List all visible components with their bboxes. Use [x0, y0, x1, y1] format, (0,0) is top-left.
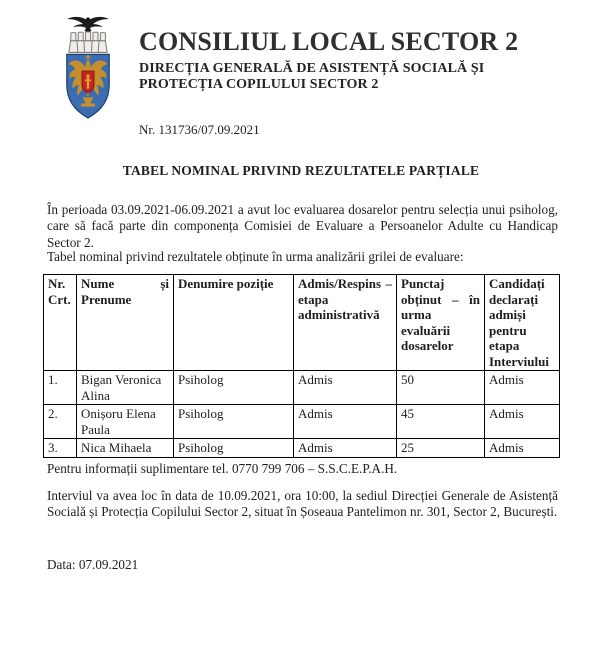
table-row: [44, 405, 560, 439]
cell-candidat: Admis: [485, 439, 560, 458]
cell-position: Psiholog: [174, 371, 294, 405]
col-header-nume-prenume: Nume și Prenume: [77, 275, 174, 371]
interview-paragraph: Interviul va avea loc în data de 10.09.2021, ora 10:00, la sediul Direcției Generale de Asistență Socială și Protecția Copilului Sector 2, situat în Șoseaua Pantelimon nr. 301, Sector 2, București.: [47, 488, 558, 520]
cell-position: Psiholog: [174, 405, 294, 439]
cell-punctaj: 45: [397, 405, 485, 439]
cell-admis-respins: Admis: [294, 371, 397, 405]
cell-candidat: Admis: [485, 405, 560, 439]
cell-punctaj: 50: [397, 371, 485, 405]
table-row: [44, 371, 560, 405]
results-table: [43, 274, 560, 458]
org-subtitle: [139, 61, 484, 93]
registration-number: Nr. 131736/07.09.2021: [139, 122, 260, 137]
table-row: [44, 439, 560, 458]
cell-name: Nica Mihaela: [77, 439, 174, 458]
cell-name: Bigan Veronica Alina: [77, 371, 174, 405]
coat-of-arms-icon: [57, 14, 119, 120]
cell-admis-respins: Admis: [294, 405, 397, 439]
document-date: Data: 07.09.2021: [47, 557, 139, 572]
col-header-denumire-pozitie: Denumire poziție: [174, 275, 294, 371]
org-subtitle-line1: DIRECȚIA GENERALĂ DE ASISTENȚĂ SOCIALĂ ȘI: [139, 61, 485, 76]
cell-punctaj: 25: [397, 439, 485, 458]
coat-of-arms-logo: [57, 14, 119, 120]
org-title: CONSILIUL LOCAL SECTOR 2: [139, 27, 519, 56]
col-header-punctaj: Punctaj obținut – în urma evaluării dosarelor: [397, 275, 485, 371]
cell-nr: 2.: [44, 405, 77, 439]
cell-admis-respins: Admis: [294, 439, 397, 458]
col-header-nr-crt: Nr. Crt.: [44, 275, 77, 371]
col-header-candidati-admisi: Candidați declarați admiși pentru etapa Interviului: [485, 275, 560, 371]
org-subtitle-line2: PROTECȚIA COPILULUI SECTOR 2: [139, 77, 379, 92]
contact-info: Pentru informații suplimentare tel. 0770 799 706 – S.S.C.E.P.A.H.: [47, 461, 398, 476]
cell-candidat: Admis: [485, 371, 560, 405]
cell-nr: 3.: [44, 439, 77, 458]
intro-paragraph: În perioada 03.09.2021-06.09.2021 a avut loc evaluarea dosarelor pentru selecția unui psiholog, care să facă parte din componența Comisiei de Evaluare a Persoanelor Adulte cu Handicap Sector 2.: [47, 202, 558, 250]
document-title: TABEL NOMINAL PRIVIND REZULTATELE PARȚIALE: [122, 163, 480, 178]
cell-nr: 1.: [44, 371, 77, 405]
col-header-admis-respins: Admis/Respins – etapa administrativă: [294, 275, 397, 371]
table-header-row: [44, 275, 560, 371]
cell-name: Onișoru Elena Paula: [77, 405, 174, 439]
cell-position: Psiholog: [174, 439, 294, 458]
table-intro-paragraph: Tabel nominal privind rezultatele obținute în urma analizării grilei de evaluare:: [47, 249, 464, 264]
